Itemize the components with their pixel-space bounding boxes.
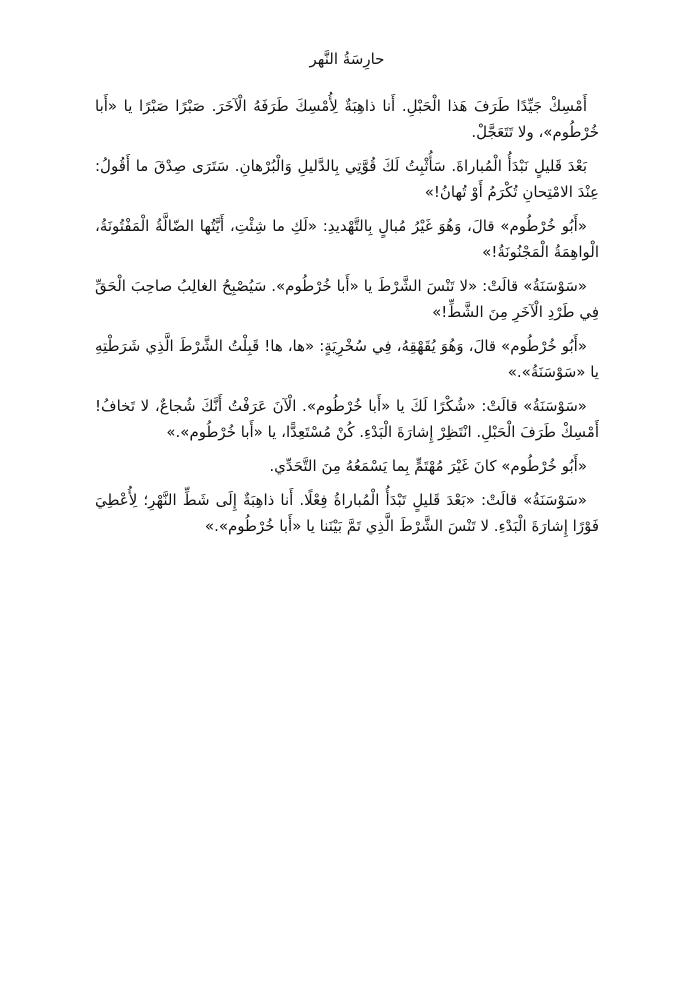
paragraph-1: أَمْسِكْ جَيِّدًا طَرَفَ هَذا الْحَبْلِ. أَنا ذاهِبَةٌ لِأُمْسِكَ طَرَفَهُ الْآخَرَ. صَبْرًا صَبْرًا يا «أَبا خُرْطُوم»، ولا تَتَعَجَّلْ.: [95, 97, 599, 141]
page-title: حارِسَةُ النَّهر: [309, 50, 385, 68]
paragraph-6: «سَوْسَنَةُ» قالَتْ: «شُكْرًا لَكَ يا «أَبا خُرْطُوم». الْآنَ عَرَفْتُ أَنَّكَ شُجاعٌ، لا تَخافُ! أَمْسِكْ طَرَفَ الْحَبْلِ. انْتَظِرْ إِشارَةَ الْبَدْءِ. كُنْ مُسْتَعِدًّا، يا «أَبا خُرْطُوم».»: [95, 397, 599, 441]
paragraph-8: «سَوْسَنَةُ» قالَتْ: «بَعْدَ قَليلٍ تَبْدَأُ الْمُباراةُ فِعْلًا. أَنا ذاهِبَةٌ إِلَى شَطِّ النَّهْرِ؛ لِأُعْطِيَ فَوْرًا إِشارَةَ الْبَدْءِ. لا تَنْسَ الشَّرْطَ الَّذِي تَمَّ بَيْنَنا يا «أَبا خُرْطُوم».»: [95, 491, 599, 535]
paragraph-4: «سَوْسَنَةُ» قالَتْ: «لا تَنْسَ الشَّرْطَ يا «أَبا خُرْطُوم». سَيُصْبِحُ الغالِبُ صاحِبَ الْحَقِّ فِي طَرْدِ الْآخَرِ مِنَ الشَّطِّ!»: [95, 277, 599, 321]
paragraph-5: «أَبُو خُرْطُوم» قالَ، وَهُوَ يُقَهْقِهُ، فِي سُخْرِيَةٍ: «ها، ها! قَبِلْتُ الشَّرْطَ الَّذِي شَرَطْتِهِ يا «سَوْسَنَةُ».»: [95, 337, 599, 381]
story-body: [95, 93, 599, 547]
paragraph-2: بَعْدَ قَليلٍ نَبْدَأُ الْمُباراةَ. سَأُثْبِتُ لَكَ قُوَّتِي بِالدَّليلِ وَالْبُرْهانِ. سَتَرَى صِدْقَ ما أَقُولُ: عِنْدَ الامْتِحانِ تُكْرَمُ أَوْ تُهانُ!»: [95, 157, 599, 201]
paragraph-3: «أَبُو خُرْطُوم» قالَ، وَهُوَ غَيْرُ مُبالٍ بِالتَّهْديدِ: «لَكِ ما شِئْتِ، أَيَّتُها الضّالَّةُ الْمَفْتُونَةُ، الْواهِمَةُ الْمَجْنُونَةُ!»: [95, 217, 599, 261]
paragraph-7: «أَبُو خُرْطُوم» كانَ غَيْرَ مُهْتَمٍّ بِما يَسْمَعُهُ مِنَ التَّحَدِّي.: [269, 457, 587, 475]
